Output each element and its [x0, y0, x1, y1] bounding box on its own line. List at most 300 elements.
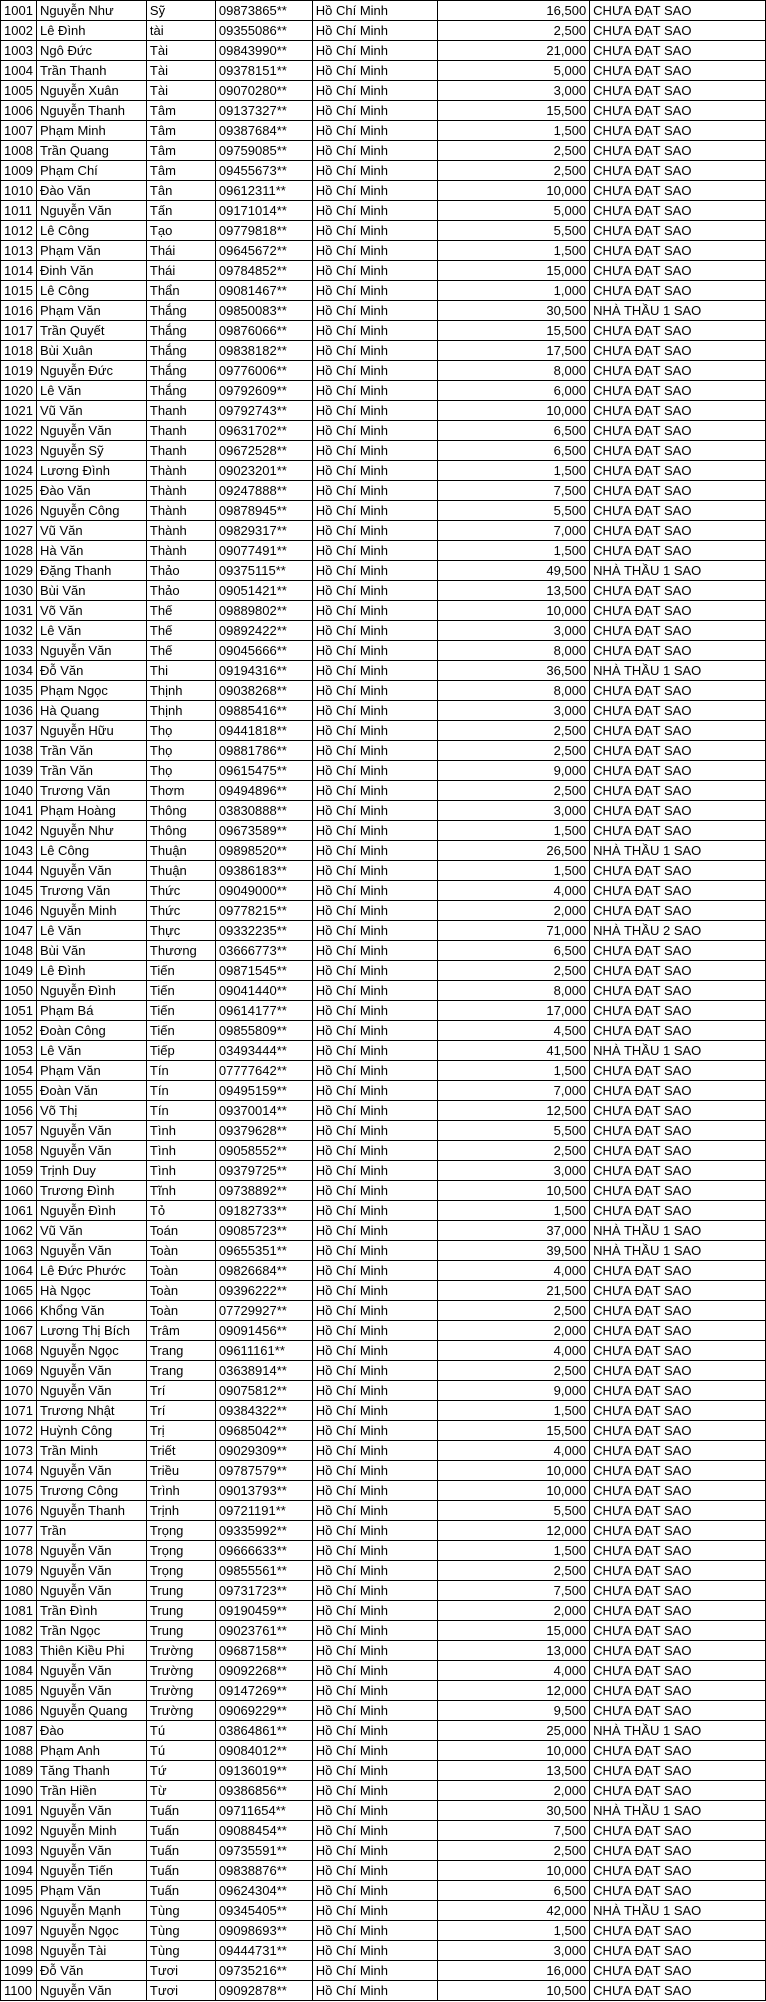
given-name-cell: Thắng [146, 321, 215, 341]
surname-cell: Lê Công [36, 221, 146, 241]
id-cell: 1001 [1, 1, 37, 21]
table-row [1, 361, 766, 381]
table-row [1, 1761, 766, 1781]
phone-cell: 09386183** [215, 861, 312, 881]
points-cell: 7,000 [437, 1081, 590, 1101]
surname-cell: Nguyễn Minh [36, 1821, 146, 1841]
phone-cell: 09058552** [215, 1141, 312, 1161]
given-name-cell: Tùng [146, 1941, 215, 1961]
table-row [1, 301, 766, 321]
given-name-cell: Thảo [146, 581, 215, 601]
rank-cell: CHƯA ĐẠT SAO [590, 461, 766, 481]
points-cell: 10,000 [437, 181, 590, 201]
rank-cell: NHÀ THẦU 1 SAO [590, 1721, 766, 1741]
city-cell: Hồ Chí Minh [312, 1081, 437, 1101]
rank-cell: CHƯA ĐẠT SAO [590, 961, 766, 981]
rank-cell: CHƯA ĐẠT SAO [590, 401, 766, 421]
points-cell: 6,500 [437, 1881, 590, 1901]
city-cell: Hồ Chí Minh [312, 281, 437, 301]
id-cell: 1067 [1, 1321, 37, 1341]
phone-cell: 09455673** [215, 161, 312, 181]
id-cell: 1002 [1, 21, 37, 41]
surname-cell: Hà Ngọc [36, 1281, 146, 1301]
surname-cell: Nguyễn Văn [36, 1801, 146, 1821]
rank-cell: CHƯA ĐẠT SAO [590, 1301, 766, 1321]
points-cell: 13,000 [437, 1641, 590, 1661]
table-row [1, 1901, 766, 1921]
table-row [1, 1581, 766, 1601]
rank-cell: CHƯA ĐẠT SAO [590, 1001, 766, 1021]
table-row [1, 1821, 766, 1841]
surname-cell: Nguyễn Công [36, 501, 146, 521]
surname-cell: Nguyễn Hữu [36, 721, 146, 741]
id-cell: 1081 [1, 1601, 37, 1621]
table-row [1, 1701, 766, 1721]
surname-cell: Phạm Anh [36, 1741, 146, 1761]
phone-cell: 09084012** [215, 1741, 312, 1761]
phone-cell: 09378151** [215, 61, 312, 81]
id-cell: 1082 [1, 1621, 37, 1641]
table-row [1, 281, 766, 301]
given-name-cell: Thắng [146, 381, 215, 401]
rank-cell: CHƯA ĐẠT SAO [590, 1181, 766, 1201]
phone-cell: 09029309** [215, 1441, 312, 1461]
id-cell: 1046 [1, 901, 37, 921]
surname-cell: Lương Thị Bích [36, 1321, 146, 1341]
rank-cell: CHƯA ĐẠT SAO [590, 1441, 766, 1461]
phone-cell: 09038268** [215, 681, 312, 701]
id-cell: 1027 [1, 521, 37, 541]
table-row [1, 1941, 766, 1961]
city-cell: Hồ Chí Minh [312, 1361, 437, 1381]
id-cell: 1086 [1, 1701, 37, 1721]
city-cell: Hồ Chí Minh [312, 1, 437, 21]
rank-cell: CHƯA ĐẠT SAO [590, 941, 766, 961]
points-cell: 10,000 [437, 401, 590, 421]
surname-cell: Nguyễn Văn [36, 1121, 146, 1141]
points-cell: 2,500 [437, 721, 590, 741]
points-cell: 3,000 [437, 701, 590, 721]
points-cell: 2,500 [437, 21, 590, 41]
points-cell: 8,000 [437, 681, 590, 701]
rank-cell: CHƯA ĐẠT SAO [590, 1361, 766, 1381]
points-cell: 10,000 [437, 1481, 590, 1501]
points-cell: 37,000 [437, 1221, 590, 1241]
table-row [1, 1721, 766, 1741]
table-row [1, 341, 766, 361]
city-cell: Hồ Chí Minh [312, 981, 437, 1001]
phone-cell: 07777642** [215, 1061, 312, 1081]
surname-cell: Nguyễn Đình [36, 1201, 146, 1221]
phone-cell: 09735591** [215, 1841, 312, 1861]
points-cell: 8,000 [437, 361, 590, 381]
surname-cell: Đỗ Văn [36, 661, 146, 681]
id-cell: 1063 [1, 1241, 37, 1261]
rank-cell: CHƯA ĐẠT SAO [590, 101, 766, 121]
rank-cell: CHƯA ĐẠT SAO [590, 321, 766, 341]
city-cell: Hồ Chí Minh [312, 221, 437, 241]
rank-cell: CHƯA ĐẠT SAO [590, 521, 766, 541]
rank-cell: CHƯA ĐẠT SAO [590, 141, 766, 161]
surname-cell: Phạm Văn [36, 241, 146, 261]
points-cell: 16,500 [437, 1, 590, 21]
given-name-cell: tài [146, 21, 215, 41]
points-cell: 5,500 [437, 501, 590, 521]
rank-cell: CHƯA ĐẠT SAO [590, 1501, 766, 1521]
points-cell: 3,000 [437, 621, 590, 641]
rank-cell: CHƯA ĐẠT SAO [590, 261, 766, 281]
given-name-cell: Trí [146, 1381, 215, 1401]
given-name-cell: Trọng [146, 1561, 215, 1581]
phone-cell: 09898520** [215, 841, 312, 861]
surname-cell: Võ Thị [36, 1101, 146, 1121]
phone-cell: 09023201** [215, 461, 312, 481]
id-cell: 1088 [1, 1741, 37, 1761]
points-cell: 10,000 [437, 1861, 590, 1881]
surname-cell: Nguyễn Văn [36, 1361, 146, 1381]
table-row [1, 641, 766, 661]
city-cell: Hồ Chí Minh [312, 521, 437, 541]
phone-cell: 09495159** [215, 1081, 312, 1101]
points-cell: 4,000 [437, 881, 590, 901]
points-cell: 39,500 [437, 1241, 590, 1261]
surname-cell: Nguyễn Tài [36, 1941, 146, 1961]
given-name-cell: Tâm [146, 101, 215, 121]
given-name-cell: Tâm [146, 161, 215, 181]
id-cell: 1093 [1, 1841, 37, 1861]
id-cell: 1033 [1, 641, 37, 661]
phone-cell: 09077491** [215, 541, 312, 561]
given-name-cell: Triều [146, 1461, 215, 1481]
city-cell: Hồ Chí Minh [312, 881, 437, 901]
id-cell: 1034 [1, 661, 37, 681]
phone-cell: 09085723** [215, 1221, 312, 1241]
table-row [1, 1621, 766, 1641]
id-cell: 1031 [1, 601, 37, 621]
phone-cell: 09738892** [215, 1181, 312, 1201]
rank-cell: CHƯA ĐẠT SAO [590, 1661, 766, 1681]
city-cell: Hồ Chí Minh [312, 341, 437, 361]
table-row [1, 1381, 766, 1401]
points-cell: 12,000 [437, 1521, 590, 1541]
city-cell: Hồ Chí Minh [312, 1801, 437, 1821]
phone-cell: 09779818** [215, 221, 312, 241]
city-cell: Hồ Chí Minh [312, 561, 437, 581]
id-cell: 1053 [1, 1041, 37, 1061]
rank-cell: CHƯA ĐẠT SAO [590, 761, 766, 781]
id-cell: 1007 [1, 121, 37, 141]
city-cell: Hồ Chí Minh [312, 421, 437, 441]
given-name-cell: Thọ [146, 741, 215, 761]
city-cell: Hồ Chí Minh [312, 1881, 437, 1901]
phone-cell: 09098693** [215, 1921, 312, 1941]
phone-cell: 09370014** [215, 1101, 312, 1121]
table-row [1, 1081, 766, 1101]
table-row [1, 381, 766, 401]
surname-cell: Lê Văn [36, 1041, 146, 1061]
rank-cell: CHƯA ĐẠT SAO [590, 1161, 766, 1181]
rank-cell: CHƯA ĐẠT SAO [590, 161, 766, 181]
city-cell: Hồ Chí Minh [312, 21, 437, 41]
phone-cell: 03666773** [215, 941, 312, 961]
given-name-cell: Thương [146, 941, 215, 961]
rank-cell: CHƯA ĐẠT SAO [590, 1101, 766, 1121]
city-cell: Hồ Chí Minh [312, 1681, 437, 1701]
surname-cell: Trương Công [36, 1481, 146, 1501]
rank-cell: CHƯA ĐẠT SAO [590, 861, 766, 881]
rank-cell: CHƯA ĐẠT SAO [590, 1621, 766, 1641]
rank-cell: CHƯA ĐẠT SAO [590, 1341, 766, 1361]
phone-cell: 07729927** [215, 1301, 312, 1321]
id-cell: 1069 [1, 1361, 37, 1381]
table-row [1, 1961, 766, 1981]
id-cell: 1018 [1, 341, 37, 361]
surname-cell: Nguyễn Đình [36, 981, 146, 1001]
surname-cell: Nguyễn Văn [36, 1541, 146, 1561]
table-row [1, 1121, 766, 1141]
city-cell: Hồ Chí Minh [312, 361, 437, 381]
given-name-cell: Thắng [146, 341, 215, 361]
phone-cell: 09615475** [215, 761, 312, 781]
surname-cell: Thiên Kiều Phi [36, 1641, 146, 1661]
given-name-cell: Tuấn [146, 1881, 215, 1901]
given-name-cell: Tiếp [146, 1041, 215, 1061]
id-cell: 1045 [1, 881, 37, 901]
table-row [1, 161, 766, 181]
points-cell: 9,500 [437, 1701, 590, 1721]
points-cell: 2,500 [437, 961, 590, 981]
rank-cell: NHÀ THẦU 1 SAO [590, 1221, 766, 1241]
city-cell: Hồ Chí Minh [312, 101, 437, 121]
surname-cell: Trần Hiền [36, 1781, 146, 1801]
id-cell: 1057 [1, 1121, 37, 1141]
given-name-cell: Thành [146, 461, 215, 481]
phone-cell: 09892422** [215, 621, 312, 641]
phone-cell: 09881786** [215, 741, 312, 761]
id-cell: 1023 [1, 441, 37, 461]
table-row [1, 1001, 766, 1021]
table-row [1, 1361, 766, 1381]
city-cell: Hồ Chí Minh [312, 841, 437, 861]
given-name-cell: Tín [146, 1101, 215, 1121]
rank-cell: CHƯA ĐẠT SAO [590, 1081, 766, 1101]
surname-cell: Nguyễn Quang [36, 1701, 146, 1721]
phone-cell: 09332235** [215, 921, 312, 941]
phone-cell: 09776006** [215, 361, 312, 381]
points-cell: 4,500 [437, 1021, 590, 1041]
points-cell: 1,500 [437, 1921, 590, 1941]
city-cell: Hồ Chí Minh [312, 621, 437, 641]
given-name-cell: Trung [146, 1601, 215, 1621]
rank-cell: CHƯA ĐẠT SAO [590, 1941, 766, 1961]
surname-cell: Phạm Chí [36, 161, 146, 181]
id-cell: 1040 [1, 781, 37, 801]
given-name-cell: Thành [146, 521, 215, 541]
table-row [1, 41, 766, 61]
phone-cell: 09345405** [215, 1901, 312, 1921]
city-cell: Hồ Chí Minh [312, 1041, 437, 1061]
surname-cell: Trần Đình [36, 1601, 146, 1621]
points-cell: 7,500 [437, 481, 590, 501]
table-row [1, 921, 766, 941]
surname-cell: Phạm Minh [36, 121, 146, 141]
points-cell: 2,500 [437, 1841, 590, 1861]
given-name-cell: Tiến [146, 1001, 215, 1021]
surname-cell: Lương Đình [36, 461, 146, 481]
points-cell: 1,500 [437, 541, 590, 561]
id-cell: 1079 [1, 1561, 37, 1581]
rank-cell: CHƯA ĐẠT SAO [590, 721, 766, 741]
rank-cell: CHƯA ĐẠT SAO [590, 181, 766, 201]
phone-cell: 09444731** [215, 1941, 312, 1961]
table-row [1, 1421, 766, 1441]
rank-cell: CHƯA ĐẠT SAO [590, 41, 766, 61]
rank-cell: CHƯA ĐẠT SAO [590, 1601, 766, 1621]
points-cell: 10,000 [437, 1461, 590, 1481]
phone-cell: 09624304** [215, 1881, 312, 1901]
surname-cell: Nguyễn Văn [36, 641, 146, 661]
table-row [1, 721, 766, 741]
id-cell: 1060 [1, 1181, 37, 1201]
given-name-cell: Tuấn [146, 1861, 215, 1881]
given-name-cell: Tiến [146, 1021, 215, 1041]
given-name-cell: Thuận [146, 861, 215, 881]
given-name-cell: Thuận [146, 841, 215, 861]
surname-cell: Nguyễn Ngọc [36, 1341, 146, 1361]
given-name-cell: Thành [146, 481, 215, 501]
city-cell: Hồ Chí Minh [312, 1841, 437, 1861]
rank-cell: CHƯA ĐẠT SAO [590, 201, 766, 221]
table-row [1, 541, 766, 561]
city-cell: Hồ Chí Minh [312, 1561, 437, 1581]
city-cell: Hồ Chí Minh [312, 321, 437, 341]
city-cell: Hồ Chí Minh [312, 1301, 437, 1321]
points-cell: 1,500 [437, 821, 590, 841]
city-cell: Hồ Chí Minh [312, 1121, 437, 1141]
rank-cell: CHƯA ĐẠT SAO [590, 1141, 766, 1161]
table-row [1, 601, 766, 621]
city-cell: Hồ Chí Minh [312, 1241, 437, 1261]
id-cell: 1041 [1, 801, 37, 821]
id-cell: 1051 [1, 1001, 37, 1021]
id-cell: 1095 [1, 1881, 37, 1901]
id-cell: 1026 [1, 501, 37, 521]
rank-cell: CHƯA ĐẠT SAO [590, 61, 766, 81]
points-cell: 3,000 [437, 1941, 590, 1961]
points-cell: 8,000 [437, 981, 590, 1001]
phone-cell: 09778215** [215, 901, 312, 921]
table-row [1, 1601, 766, 1621]
points-cell: 7,500 [437, 1821, 590, 1841]
given-name-cell: Thành [146, 541, 215, 561]
table-row [1, 981, 766, 1001]
given-name-cell: Trang [146, 1341, 215, 1361]
points-cell: 15,000 [437, 1621, 590, 1641]
phone-cell: 09091456** [215, 1321, 312, 1341]
city-cell: Hồ Chí Minh [312, 741, 437, 761]
rank-cell: CHƯA ĐẠT SAO [590, 1821, 766, 1841]
table-row [1, 61, 766, 81]
id-cell: 1073 [1, 1441, 37, 1461]
surname-cell: Trịnh Duy [36, 1161, 146, 1181]
points-cell: 2,000 [437, 1601, 590, 1621]
points-cell: 1,500 [437, 1201, 590, 1221]
given-name-cell: Thịnh [146, 701, 215, 721]
phone-cell: 09136019** [215, 1761, 312, 1781]
rank-cell: NHÀ THẦU 2 SAO [590, 921, 766, 941]
id-cell: 1022 [1, 421, 37, 441]
table-row [1, 881, 766, 901]
id-cell: 1059 [1, 1161, 37, 1181]
id-cell: 1029 [1, 561, 37, 581]
city-cell: Hồ Chí Minh [312, 1921, 437, 1941]
id-cell: 1097 [1, 1921, 37, 1941]
points-cell: 41,500 [437, 1041, 590, 1061]
surname-cell: Nguyễn Văn [36, 1661, 146, 1681]
id-cell: 1047 [1, 921, 37, 941]
id-cell: 1100 [1, 1981, 37, 2001]
phone-cell: 09687158** [215, 1641, 312, 1661]
phone-cell: 09792743** [215, 401, 312, 421]
phone-cell: 09494896** [215, 781, 312, 801]
city-cell: Hồ Chí Minh [312, 1161, 437, 1181]
table-row [1, 1341, 766, 1361]
given-name-cell: Trình [146, 1481, 215, 1501]
given-name-cell: Toán [146, 1221, 215, 1241]
rank-cell: CHƯA ĐẠT SAO [590, 1781, 766, 1801]
surname-cell: Phạm Ngọc [36, 681, 146, 701]
given-name-cell: Tình [146, 1121, 215, 1141]
surname-cell: Nguyễn Văn [36, 1581, 146, 1601]
id-cell: 1005 [1, 81, 37, 101]
table-row [1, 1201, 766, 1221]
rank-cell: CHƯA ĐẠT SAO [590, 221, 766, 241]
surname-cell: Lê Văn [36, 921, 146, 941]
surname-cell: Trần Quyết [36, 321, 146, 341]
id-cell: 1090 [1, 1781, 37, 1801]
surname-cell: Đào Văn [36, 481, 146, 501]
table-row [1, 701, 766, 721]
given-name-cell: Toàn [146, 1281, 215, 1301]
rank-cell: CHƯA ĐẠT SAO [590, 801, 766, 821]
given-name-cell: Tú [146, 1741, 215, 1761]
id-cell: 1061 [1, 1201, 37, 1221]
given-name-cell: Toàn [146, 1241, 215, 1261]
rank-cell: NHÀ THẦU 1 SAO [590, 1241, 766, 1261]
surname-cell: Nguyễn Sỹ [36, 441, 146, 461]
given-name-cell: Sỹ [146, 1, 215, 21]
given-name-cell: Thế [146, 621, 215, 641]
table-row [1, 1221, 766, 1241]
phone-cell: 09013793** [215, 1481, 312, 1501]
surname-cell: Trương Văn [36, 881, 146, 901]
table-row [1, 1641, 766, 1661]
rank-cell: CHƯA ĐẠT SAO [590, 501, 766, 521]
id-cell: 1048 [1, 941, 37, 961]
points-cell: 15,500 [437, 321, 590, 341]
points-cell: 2,500 [437, 781, 590, 801]
rank-cell: CHƯA ĐẠT SAO [590, 1841, 766, 1861]
given-name-cell: Trung [146, 1621, 215, 1641]
rank-cell: CHƯA ĐẠT SAO [590, 21, 766, 41]
rank-cell: CHƯA ĐẠT SAO [590, 1641, 766, 1661]
city-cell: Hồ Chí Minh [312, 1021, 437, 1041]
surname-cell: Nguyễn Minh [36, 901, 146, 921]
rank-cell: CHƯA ĐẠT SAO [590, 1421, 766, 1441]
id-cell: 1070 [1, 1381, 37, 1401]
rank-cell: CHƯA ĐẠT SAO [590, 581, 766, 601]
table-row [1, 1841, 766, 1861]
